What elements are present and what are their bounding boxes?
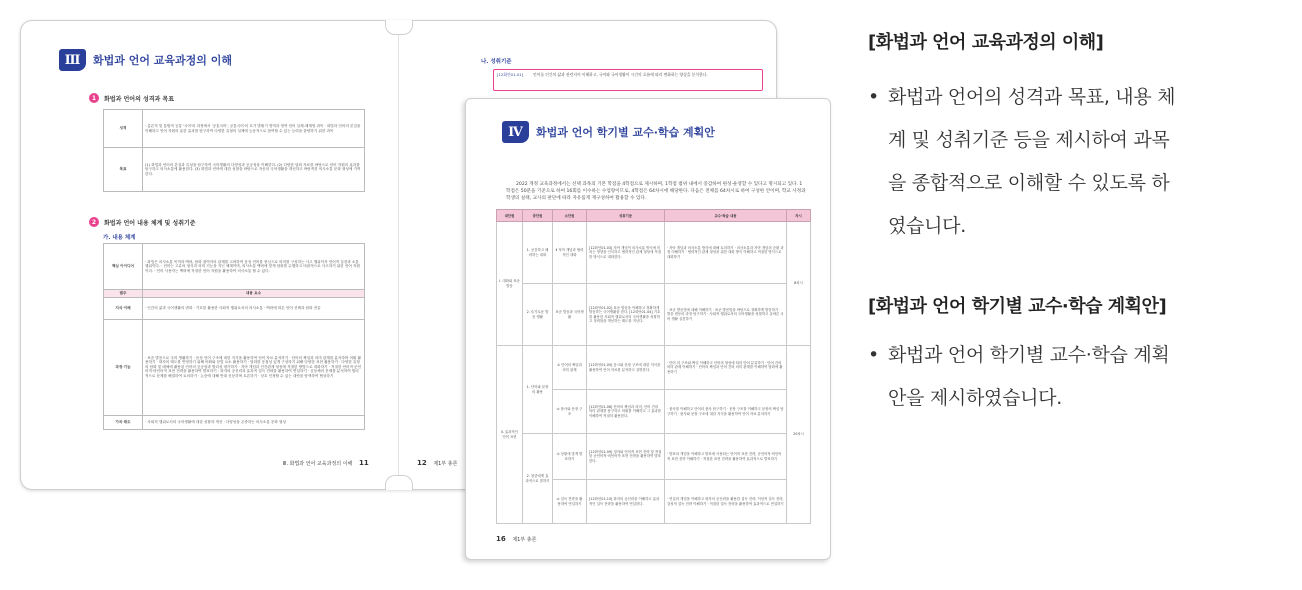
goal-cell: [12화언01-05] 음시와 문장 구조에 대한 지식을 활용하여 언어 자료를 분석하고 설명한다. bbox=[587, 346, 665, 390]
table-row bbox=[104, 415, 365, 429]
row-text: · 화법은 의사소통 목적과 맥락, 담화 참여자의 관계를 고려하여 음성 언어를 중심으로 의미를 구성하는 사고 행위이자 언어적 실천과 소통 행위이다. · 언어는 고유의 형식과 의미 기능을 지닌 체계이며, 의사소통 맥락에 맞게 담화를 수행하고 비판적으로 사고하기 위한 언어 자원이다. · 언어 사용자는 맥락에 적절한 언어 자원을 활용하여 의사소통 할 수 있다. bbox=[143, 244, 365, 290]
table-row bbox=[104, 110, 365, 148]
page-number: 16 bbox=[496, 535, 506, 543]
subsection-heading: 나. 성취기준 bbox=[481, 59, 512, 65]
bullet-line: 화법과 언어의 성격과 목표, 내용 체 bbox=[888, 86, 1176, 108]
column-header: 교수·학습 내용 bbox=[665, 210, 787, 222]
column-header: 차시 bbox=[787, 210, 811, 222]
footer-text: 제1부 총론 bbox=[433, 461, 458, 467]
table-row bbox=[497, 284, 811, 346]
footer-text: Ⅲ. 화법과 언어 교육과정의 이해 bbox=[283, 461, 353, 467]
section-title: 화법과 언어 내용 체계 및 성취기준 bbox=[104, 219, 196, 227]
section-title: 화법과 언어의 성격과 목표 bbox=[104, 95, 175, 103]
chapter-title: 화법과 언어 교육과정의 이해 bbox=[93, 54, 232, 67]
goal-cell: [12화언01-06] 단어의 짜임과 의미, 단어 간의 의미 관계를 탐구하고 어휘를 이해하고 그 효과를 이해하여 적절히 활용한다. bbox=[587, 390, 665, 434]
table-row bbox=[497, 434, 811, 480]
goal-cell: [12화언01-09] 청자와 언어적 표현 전략 및 적절한 준언어적·비언어적 표현 전략을 활용하여 발표한다. bbox=[587, 434, 665, 480]
small-unit-cell: ① 상황에 맞게 발표하기 bbox=[553, 434, 587, 480]
goal-cell: [12화언01-10] 화자의 공신력을 이해하고 효과적인 설득 전략을 활용하여 연설한다. bbox=[587, 480, 665, 524]
page-number: 12 bbox=[417, 459, 427, 467]
row-label: 핵심 아이디어 bbox=[104, 244, 143, 290]
column-header: 중단원 bbox=[523, 210, 553, 222]
content-cell: · 표준 발음법에 대해 이해하기 · 표준 발음법을 바탕으로 정확하게 발음하기 · 발음 변동의 과정 탐구하기 · 사회적 행위로서의 국어생활을 성찰하고 올바른 국어 생활 실천하기 bbox=[665, 284, 787, 346]
footer-text: 제1부 총론 bbox=[512, 537, 537, 543]
row-text: · 총론적 및 통합적 공통 '국어'의 과정에서 '공통국어', 공통국어'의 흐가 발휘기 영역과 영역 언어 실체-체계영 과목 · 화법과 언어의 본질을 이해하고 언어 자원의 효한 효과를 탐구하여 다양한 유형의 실제에 능동적으로 참여할 수 있는 능력을 함양하기 위한 과목 bbox=[143, 110, 365, 148]
lesson-plan-page bbox=[465, 98, 831, 560]
page-footer-right bbox=[417, 459, 457, 467]
small-unit-cell: ② 품사와 문장 구조 bbox=[553, 390, 587, 434]
book-spine bbox=[398, 21, 399, 489]
mid-unit-cell: 2. 슬기로운 발음 생활 bbox=[523, 284, 553, 346]
row-label: 성격 bbox=[104, 110, 143, 148]
goal-code: [12화언01-01] bbox=[497, 72, 524, 77]
bullet-line: 였습니다. bbox=[888, 215, 966, 237]
chapter-title: 화법과 언어 학기별 교수·학습 계획안 bbox=[536, 126, 715, 139]
column-header: 대단원 bbox=[497, 210, 523, 222]
small-unit-cell: ① 단어의 짜임과 의미 관계 bbox=[553, 346, 587, 390]
column-header: 성취기준 bbox=[587, 210, 665, 222]
book-notch-bottom bbox=[385, 475, 413, 490]
bullet-line: 을 종합적으로 이해할 수 있도록 하 bbox=[888, 172, 1170, 194]
content-cell: · 품사를 이해하고 단어의 품사 탐구하기 · 문장 구조를 이해하고 문장의 짜임 탐구하기 · 품사와 문장 구조에 대한 지식을 활용하여 언어 자료 분석하기 bbox=[665, 390, 787, 434]
row-label: 지식·이해 bbox=[104, 297, 143, 319]
content-system-table bbox=[103, 243, 365, 430]
page-footer bbox=[496, 535, 536, 543]
column-header: 범주 bbox=[104, 290, 143, 298]
goal-text: 언어를 인간의 삶과 관련지어 이해하고, 국어와 국어생활이 시간의 흐름에 따라 변화하는 양상을 분석한다. bbox=[533, 72, 708, 77]
content-cell: · 자아 개념과 의사소통 방식에 대해 토의하기 · 의사소통과 자아 개념의 순환 과정 이해하기 · 협력적인 관계 형성을 위한 대화 방식 이해하고 적절한 방식으로 대화하기 bbox=[665, 222, 787, 284]
chapter-header-3 bbox=[59, 49, 232, 71]
intro-paragraph: 2022 개정 교육과정에서는 선택 과목의 기본 학점을 4학점으로 제시하며, 1학점 범위 내에서 증감하여 편성·운영할 수 있다고 명시되고 있다. 1학점은 50분을 기준으로 하여 16회를 이수하는 수업량이므로, 4학점은 64차시에 해당한다. 다음은 전체를 64차시로 하여 구성한 안이며, 학교 사정과 학생의 실태, 교사의 판단에 따라 자유롭게 재구성하여 활용할 수 있다. bbox=[506, 182, 806, 201]
book-notch-top bbox=[385, 20, 413, 35]
row-text: · 표준 발음으로 국어 생활하기 · 음성 언어 구조에 대한 지식을 활용하여 언어 자료 분석하기 · 단어의 짜임과 의미 관계를 분석하며 어휘 활용하기 · 화자의 태도를 반영하기 위해 어휘와 문법 요소 활용하기 · 담화를 응집성 있게 구성하기 위해 다양한 표현 활용하기 · 다양한 유형의 담화 및 매체에 활용된 언어의 공공성과 합리성 평가하기 · 자아 개념과 인간관계 형성에 적절한 방법으로 대화하기 · 적절한 언어적·준언어적·비언어적 표현 전략을 활용하여 발표하기 · 화자의 공신력과 효과적 설득 전략을 활용하여 연설하기 · 공동체의 문제를 분석하여 합리적으로 문제를 해결하여 토의하기 · 논증에 대해 반대 신문하며 토론하기 · 상호 인정할 수 있는 대안을 탐색하여 협상하기 bbox=[143, 319, 365, 415]
row-text: · 인간의 삶과 국어생활의 변화 · 기호를 활용한 사회적 행위로서의 의사소통 · 맥락에 따른 언어 선택과 담화 전술 bbox=[143, 297, 365, 319]
row-text: · 사회적 행위로서의 국어생활에 대한 성찰과 개선 · 다양성을 존중하는 의사소통 문화 형성 bbox=[143, 415, 365, 429]
row-label: 가치·태도 bbox=[104, 415, 143, 429]
table-row bbox=[497, 346, 811, 390]
chapter-header-4 bbox=[502, 121, 715, 143]
bullet-line: 계 및 성취기준 등을 제시하여 과목 bbox=[888, 129, 1170, 151]
table-header-row bbox=[497, 210, 811, 222]
table-row bbox=[104, 319, 365, 415]
table-row bbox=[104, 148, 365, 192]
small-unit-cell: ② 설득 전략을 활용하여 연설하기 bbox=[553, 480, 587, 524]
content-cell: · 연설의 개념을 이해하고 화자의 공신력을 활용한 설득 전략, 이성적 설득 전략, 감성적 설득 전략 이해하기 · 적절한 설득 전략을 활용하여 효과적으로 연설하기 bbox=[665, 480, 787, 524]
description-bullet-1 bbox=[868, 76, 1288, 248]
mid-unit-cell: 2. 청중에게 효과적으로 말하기 bbox=[523, 434, 553, 524]
hours-cell: 20차시 bbox=[787, 346, 811, 524]
mid-unit-cell: 1. 공감하고 배려하는 대화 bbox=[523, 222, 553, 284]
column-header: 소단원 bbox=[553, 210, 587, 222]
bullet-line: 안을 제시하였습니다. bbox=[888, 387, 1062, 409]
description-bullet-2 bbox=[868, 334, 1288, 420]
goal-cell: [12화언01-03] 자아 개념이 의사소통 방식에 미치는 영향을 인식하고 협력적인 관계 형성에 적절한 방식으로 대화한다. bbox=[587, 222, 665, 284]
bullet-icon: • bbox=[868, 86, 879, 108]
goal-cell: [12화언01-02] 표준 발음을 이해하고 정확하게 발음하는 국어생활을 한다. [12화언01-04] 기호를 활용한 사회적 행위로서의 국어생활을 성찰하고 정비함을 개선하는 태도를 지닌다. bbox=[587, 284, 665, 346]
content-cell: · 단어 의 구조와 짜임 이해하고 단어의 형성에 따라 단어 분류하기 · 단어 간의 의미 관계 이해하기 · 단어의 짜임과 단어 간의 의미 관계를 이해하여 담화에 활용하기 bbox=[665, 346, 787, 390]
row-label: 과정·기능 bbox=[104, 319, 143, 415]
section-1-heading bbox=[89, 93, 174, 103]
content-cell: · 발표의 개념을 이해하고 발표에 사용되는 언어적 표현 전략, 준언어적·비언어적 표현 전략 이해하기 · 적절한 표현 전략을 활용하여 효과적으로 발표하기 bbox=[665, 434, 787, 480]
table-row bbox=[104, 244, 365, 290]
chapter-number-badge: Ⅳ bbox=[502, 121, 529, 143]
description-heading-2: [화법과 언어 학기별 교수·학습 계획안] bbox=[868, 296, 1167, 317]
chapter-number-badge: Ⅲ bbox=[59, 49, 86, 71]
table-row bbox=[104, 290, 365, 298]
bullet-line: 화법과 언어 학기별 교수·학습 계획 bbox=[888, 344, 1170, 366]
hours-cell: 8차시 bbox=[787, 222, 811, 346]
column-header: 내용 요소 bbox=[143, 290, 365, 298]
description-heading-1: [화법과 언어 교육과정의 이해] bbox=[868, 32, 1104, 53]
big-unit-cell: Ⅱ. 효과적인 언어 표현 bbox=[497, 346, 523, 524]
table-row bbox=[497, 222, 811, 284]
section-2-heading bbox=[89, 217, 196, 227]
small-unit-cell: Ⅱ 자아 개념과 협력적인 대화 bbox=[553, 222, 587, 284]
row-label: 목표 bbox=[104, 148, 143, 192]
bullet-icon: • bbox=[868, 344, 879, 366]
page-number: 11 bbox=[358, 459, 369, 467]
section-number: 1 bbox=[89, 93, 99, 103]
section-number: 2 bbox=[89, 217, 99, 227]
row-text: (1) 화법과 언어의 본질과 특성을 탐구하여 국어생활의 다양성과 공공성을 이해한다. (2) 다양한 담화 자료를 바탕으로 언어 자원의 효과를 탐구하고 의사소통에 활용한다. (3) 화법과 언어에 대한 성찰을 바탕으로 자신의 국어생활을 개선하고 바람직한 의사소통 문화 형성에 기여한다. bbox=[143, 148, 365, 192]
big-unit-cell: Ⅰ. 대화와 표준 발음 bbox=[497, 222, 523, 346]
small-unit-cell: 표준 발음과 국어생활 bbox=[553, 284, 587, 346]
subsection-heading: 가. 내용 체계 bbox=[103, 235, 136, 241]
page-footer-left bbox=[283, 459, 369, 467]
table-row bbox=[104, 297, 365, 319]
goals-table bbox=[103, 109, 365, 192]
mid-unit-cell: 1. 단어와 문장의 활용 bbox=[523, 346, 553, 434]
lesson-plan-table bbox=[496, 209, 811, 524]
